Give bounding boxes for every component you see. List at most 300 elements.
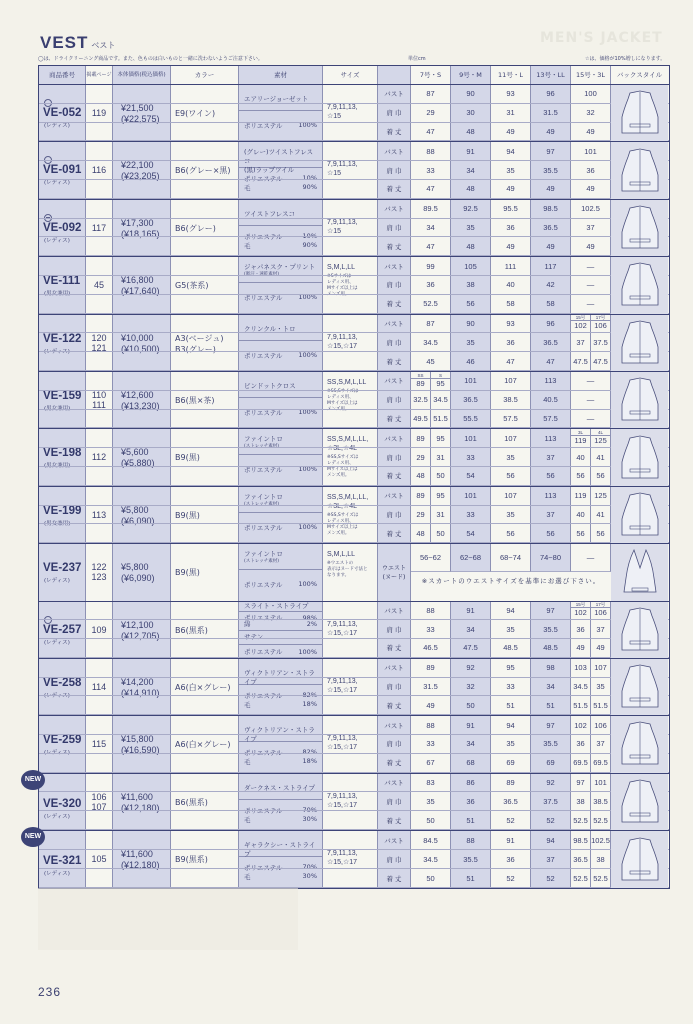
measure-shoulder [39,850,669,869]
measure-value: 87 [411,315,451,333]
measure-value: 48 [451,180,491,198]
product-code: VE-320 [43,797,82,810]
measure-value: 31.5 [411,678,451,696]
measure-value: 58 [531,295,571,313]
measure-label: 肩 巾 [378,333,411,351]
vest-back-icon [618,376,662,424]
color-option: B6(黒系) [175,625,208,635]
waist-note: ※スカートのウエストサイズを基準にお選び下さい。 [421,577,601,586]
vest-back-icon [618,606,662,654]
measure-value: 47 [411,237,451,255]
measure-value: 30 [451,104,491,122]
fiber: ポリエステル [244,122,283,130]
product-code: VE-198 [43,447,82,460]
measure-value: 50 [411,811,451,829]
measure-value [431,410,451,428]
page-cell [86,544,113,600]
value: 56 [596,471,605,481]
new-badge: NEW [21,770,45,790]
composition-line [244,580,317,589]
material-pct: 98% 2% [302,613,317,628]
measure-value: 107 [491,487,531,505]
size-note: ※SS,Sサイズは レディス用、 Mサイズ以上は メンズ用。 [327,512,359,536]
price: ¥11,600 [121,791,153,802]
material-note: (ストレッチ素材) [244,559,279,565]
measure-value [591,659,611,677]
measure-value: 37 [531,448,571,466]
measure-value: 68 [451,754,491,772]
measure-value [411,487,431,505]
material-note: (ストレッチ素材) [244,444,279,450]
measure-value: 57.5 [531,410,571,428]
measure-value: 92.5 [451,200,491,218]
measure-value [591,678,611,696]
measure-value: 45 [411,352,451,370]
measure-shoulder [39,219,669,238]
measure-value: 35 [451,333,491,351]
measure-value [431,448,451,466]
measure-value: 36 [411,276,451,294]
product-gender: (レディス) [44,750,70,757]
measure-value: 34 [451,620,491,638]
product-rows [24,85,669,888]
back-style-cell [611,85,668,141]
value: 49 [576,643,585,653]
header-15: 15号・3L [571,66,611,84]
price-with-tax: (¥5,880) [121,458,155,469]
measure-value [591,811,611,829]
measure-value: — [571,257,611,275]
measure-value: 36.5 [451,391,491,409]
size-range: SS,S,M,L,LL, ☆3L,☆4L [327,436,369,453]
value: 119 [574,436,587,446]
catalog-page: 112 [91,452,107,463]
measure-label: 着 丈 [378,467,411,485]
fiber: ポリエステル [244,749,283,758]
measure-bust [39,487,669,506]
material-name-line: ジャパネスク・プリント [244,263,316,272]
measure-value [591,333,611,351]
measure-value [591,850,611,868]
measure-value: — [571,410,611,428]
measure-label: 肩 巾 [378,850,411,868]
product-code: VE-199 [43,504,82,517]
value: 102.5 [591,835,610,845]
value: 95 [436,491,445,501]
measure-value [571,831,591,849]
color-option: B3(グレー) [175,344,216,354]
measure-value: — [571,391,611,409]
price-with-tax: (¥14,910) [121,687,160,698]
measure-value [571,506,591,524]
fiber: 毛 [244,873,251,882]
size-range: S,M,L,LL [327,264,356,272]
measure-value: 36.5 [531,333,571,351]
measure-value: 35 [411,792,451,810]
value: 50 [436,528,445,538]
color-option: B6(黒×茶) [175,395,215,405]
material-text: ポリエステル 綿 [244,613,283,628]
catalog-page: 119 [91,108,107,118]
price: ¥14,200 [121,676,154,687]
value: 36 [576,739,585,749]
product-row [24,774,669,831]
material-name [239,544,322,570]
measure-value: 33 [451,506,491,524]
sub-size-head: 4L [591,430,610,436]
vest-back-icon [618,434,662,482]
measure-shoulder [39,678,669,697]
catalog-page: 121 [91,342,107,353]
measure-value [571,352,591,370]
measure-value: 50 [451,696,491,714]
measure-value: 51 [531,696,571,714]
value: 89 [416,491,425,501]
code-cell [39,544,86,600]
measure-value [571,850,591,868]
product-gender: (男女兼用) [44,291,71,298]
value: 106 [594,321,607,331]
price: ¥5,600 [121,447,149,458]
measure-value [591,620,611,638]
measure-value: 47 [491,352,531,370]
measure-length [39,352,669,371]
measure-value [591,315,611,333]
value: 97 [576,778,585,788]
measure-bust [39,257,669,276]
price-with-tax: (¥23,205) [121,171,160,182]
value: 47.5 [593,356,608,366]
fiber: ポリエステル [244,408,283,417]
measure-shoulder [39,620,669,642]
measure-value [571,524,591,542]
measure-value: 91 [451,142,491,160]
measure-value: 35 [491,620,531,638]
measure-value: 49 [571,237,611,255]
fiber: ポリエステル [244,523,283,532]
measure-value: 88 [451,831,491,849]
measure-value [571,792,591,810]
price-with-tax: (¥13,230) [121,400,160,411]
measure-value: 89 [491,774,531,792]
value: 106 [594,720,607,730]
back-style-cell [611,716,668,772]
measure-label: バスト [378,315,411,333]
fiber-pct: 82% [302,748,317,757]
measure-value: 35 [451,219,491,237]
measure-label: 肩 巾 [378,792,411,810]
measure-value: 47 [411,180,451,198]
product-row [39,315,669,372]
price-with-tax: (¥17,640) [121,286,160,297]
measure-label: 肩 巾 [378,620,411,638]
value: 29 [416,509,425,519]
measure-value [571,735,591,753]
catalog-page: 122 [91,562,107,573]
price: ¥12,600 [121,389,154,400]
measure-value: 33 [411,161,451,179]
measure-value: 34 [451,161,491,179]
value: 51.5 [593,700,608,710]
value: 38 [596,854,605,864]
measure-value: 117 [531,257,571,275]
vest-table [24,65,670,889]
header-size: サイズ [323,66,378,84]
value: 34.5 [573,682,588,692]
measure-value: 29 [411,104,451,122]
measure-length [39,524,669,543]
fiber: ポリエステル [244,294,283,303]
product-row [39,716,669,773]
product-code: VE-091 [43,164,82,177]
measure-value: 52 [531,811,571,829]
value: 50 [436,471,445,481]
measure-value [571,333,591,351]
fiber-pct: 100% [298,580,317,589]
value: 38 [576,796,585,806]
measure-value [431,487,451,505]
measure-value [591,831,611,849]
measure-value: 95.5 [491,200,531,218]
measure-value: 94 [491,602,531,620]
header-color: カラー [171,66,239,84]
measure-value: 88 [411,602,451,620]
product-code: VE-122 [43,332,82,345]
measure-value: 96 [531,85,571,103]
vest-back-icon [618,261,662,309]
value: 31 [436,509,445,519]
measure-value [591,524,611,542]
value: 52.5 [593,873,608,883]
measure-value: 69 [531,754,571,772]
measure-value [571,678,591,696]
product-gender: (レディス) [44,813,70,820]
measure-value: 33 [411,620,451,638]
measure-value [591,774,611,792]
catalog-page: 113 [91,509,107,520]
measure-value: 54 [451,467,491,485]
measure-value: 95 [491,659,531,677]
product-code: VE-111 [43,275,81,288]
measure-bust [39,774,669,793]
value: 38.5 [593,796,608,806]
sub-size-head: S [431,373,450,379]
measure-value: 86 [451,774,491,792]
measure-value: 49 [531,237,571,255]
header-blank [378,66,411,84]
vest-back-icon [618,663,662,711]
measure-value: — [571,276,611,294]
measure-label: 着 丈 [378,295,411,313]
measure-label: 着 丈 [378,180,411,198]
measure-value: 69 [491,754,531,772]
value: 41 [596,509,605,519]
vest-back-icon [618,89,662,137]
fiber-pct: 18% [302,699,317,708]
fiber: ポリエステル [244,466,283,475]
measure-value: 49 [491,123,531,141]
value: 31 [436,452,445,462]
value: 56 [576,528,585,538]
price: ¥22,100 [121,160,154,171]
value: 106 [594,608,607,618]
measure-value: 51 [451,869,491,887]
price-with-tax: (¥6,090) [121,515,155,526]
measure-value: 35 [491,161,531,179]
measure-value: 32 [451,678,491,696]
measure-label: 肩 巾 [378,161,411,179]
fiber: ポリエステル [244,806,283,815]
measure-value: 101 [451,429,491,447]
measure-value [431,467,451,485]
back-style-cell [611,200,668,256]
measure-value: 113 [531,487,571,505]
measure-value: 91 [491,831,531,849]
measure-label: バスト [378,429,411,447]
value: 37 [596,624,605,634]
measure-value: 33 [411,735,451,753]
fiber: 毛 [244,700,251,709]
measure-value [571,620,591,638]
measure-value: 93 [491,85,531,103]
value: 36 [576,624,585,634]
size-range: 7,9,11,13, ☆15,☆17 [327,333,358,350]
measure-value [571,811,591,829]
catalog-page: 115 [91,739,107,750]
waist-value: 56~62 [411,544,451,572]
measure-value: 94 [531,831,571,849]
value: 51.5 [573,700,588,710]
measure-value: 35.5 [531,161,571,179]
value: 52.5 [573,873,588,883]
fiber-pct: 100% [298,350,317,359]
measure-value [431,506,451,524]
measure-value: 33 [451,448,491,466]
measure-value [411,372,431,390]
material-composition [239,571,322,589]
product-row [39,257,669,314]
size-note: ※ウエストの 表示はヌード寸法と なります。 [327,561,368,579]
value: 98.5 [573,835,588,845]
measure-value: 48 [451,123,491,141]
fiber: 毛 [244,758,251,767]
fiber-pct: 70% [302,863,317,872]
measure-value [571,774,591,792]
price-with-tax: (¥12,180) [121,802,160,813]
measure-length [39,467,669,486]
measure-value: 49 [491,180,531,198]
value: 37.5 [593,337,608,347]
measure-value: 37.5 [531,792,571,810]
color-option: B9(黒系) [175,855,208,865]
measure-value: 56 [531,524,571,542]
measure-length [39,180,669,199]
size-range: S,M,L,LL [327,551,356,559]
measure-value: 56 [531,467,571,485]
product-row [39,85,669,142]
header-page: 掲載ページ [86,66,113,84]
product-row [39,602,669,659]
header-7: 7号・S [411,66,451,84]
measure-shoulder [39,391,669,410]
value: 95 [436,433,445,443]
waist-value: 74~80 [531,544,571,572]
measure-value: 32 [571,104,611,122]
measure-value: 88 [411,142,451,160]
fiber: ポリエステル [244,351,283,360]
catalog-page: 120 [91,332,107,343]
measure-bust [39,831,669,850]
measure-value: 36 [491,219,531,237]
catalog-page: 45 [93,280,104,291]
product-gender: (レディス) [44,237,70,244]
vest-back-icon [618,147,662,195]
measure-value [571,448,591,466]
catalog-page: 107 [91,801,107,812]
measure-value: 113 [531,372,571,390]
measure-value [571,467,591,485]
measure-label: 肩 巾 [378,276,411,294]
measure-value: 96 [531,315,571,333]
measure-value: 91 [451,716,491,734]
product-row [39,429,669,486]
value: 125 [594,491,607,501]
price-cell [113,544,171,600]
measure-label: 肩 巾 [378,104,411,122]
price-with-tax: (¥10,500) [121,343,160,354]
fiber: ポリエステル [244,691,283,700]
product-code: VE-259 [43,734,82,747]
measure-value: 49 [411,696,451,714]
catalog-page: 123 [91,572,107,583]
price: ¥11,600 [121,849,153,860]
measure-value [411,429,431,447]
price: ¥5,800 [121,504,149,515]
measure-value [591,352,611,370]
size-note: ※SS,Sサイズは レディス用、 Mサイズ以上は メンズ用。 [327,455,359,479]
measure-value: 84.5 [411,831,451,849]
back-style-cell [611,372,668,428]
price: ¥15,800 [121,734,154,745]
color-option: G5(茶系) [175,281,209,291]
measure-label: バスト [378,372,411,390]
measure-value: 40 [491,276,531,294]
measure-bust [39,142,669,161]
measure-value: 38 [451,276,491,294]
measure-label: 肩 巾 [378,506,411,524]
material-name-line: ピンドットクロス [244,381,296,390]
size-range: 7,9,11,13, ☆15,☆17 [327,735,358,752]
measure-value [591,792,611,810]
measure-value: 102.5 [571,200,611,218]
product-row [39,544,669,601]
size-range: 7,9,11,13, ☆15,☆17 [327,850,358,867]
page-number: 236 [38,985,62,999]
measure-value [571,429,591,447]
value: 51.5 [433,413,448,423]
waist-value: 68~74 [491,544,531,572]
back-style-cell [611,257,668,313]
measure-label: 着 丈 [378,639,411,657]
dry-cleaning-note: ◯は、ドライクリーニング商品です。また、色ものは白いものと一緒に洗わないようご注意下さい。 [38,56,263,62]
measure-value [591,639,611,657]
catalog-page: 116 [91,165,107,176]
measure-value: 49 [571,180,611,198]
material-cell [239,544,323,600]
measure-shoulder [39,792,669,811]
measure-value: 47 [531,352,571,370]
header-11: 11号・L [491,66,531,84]
